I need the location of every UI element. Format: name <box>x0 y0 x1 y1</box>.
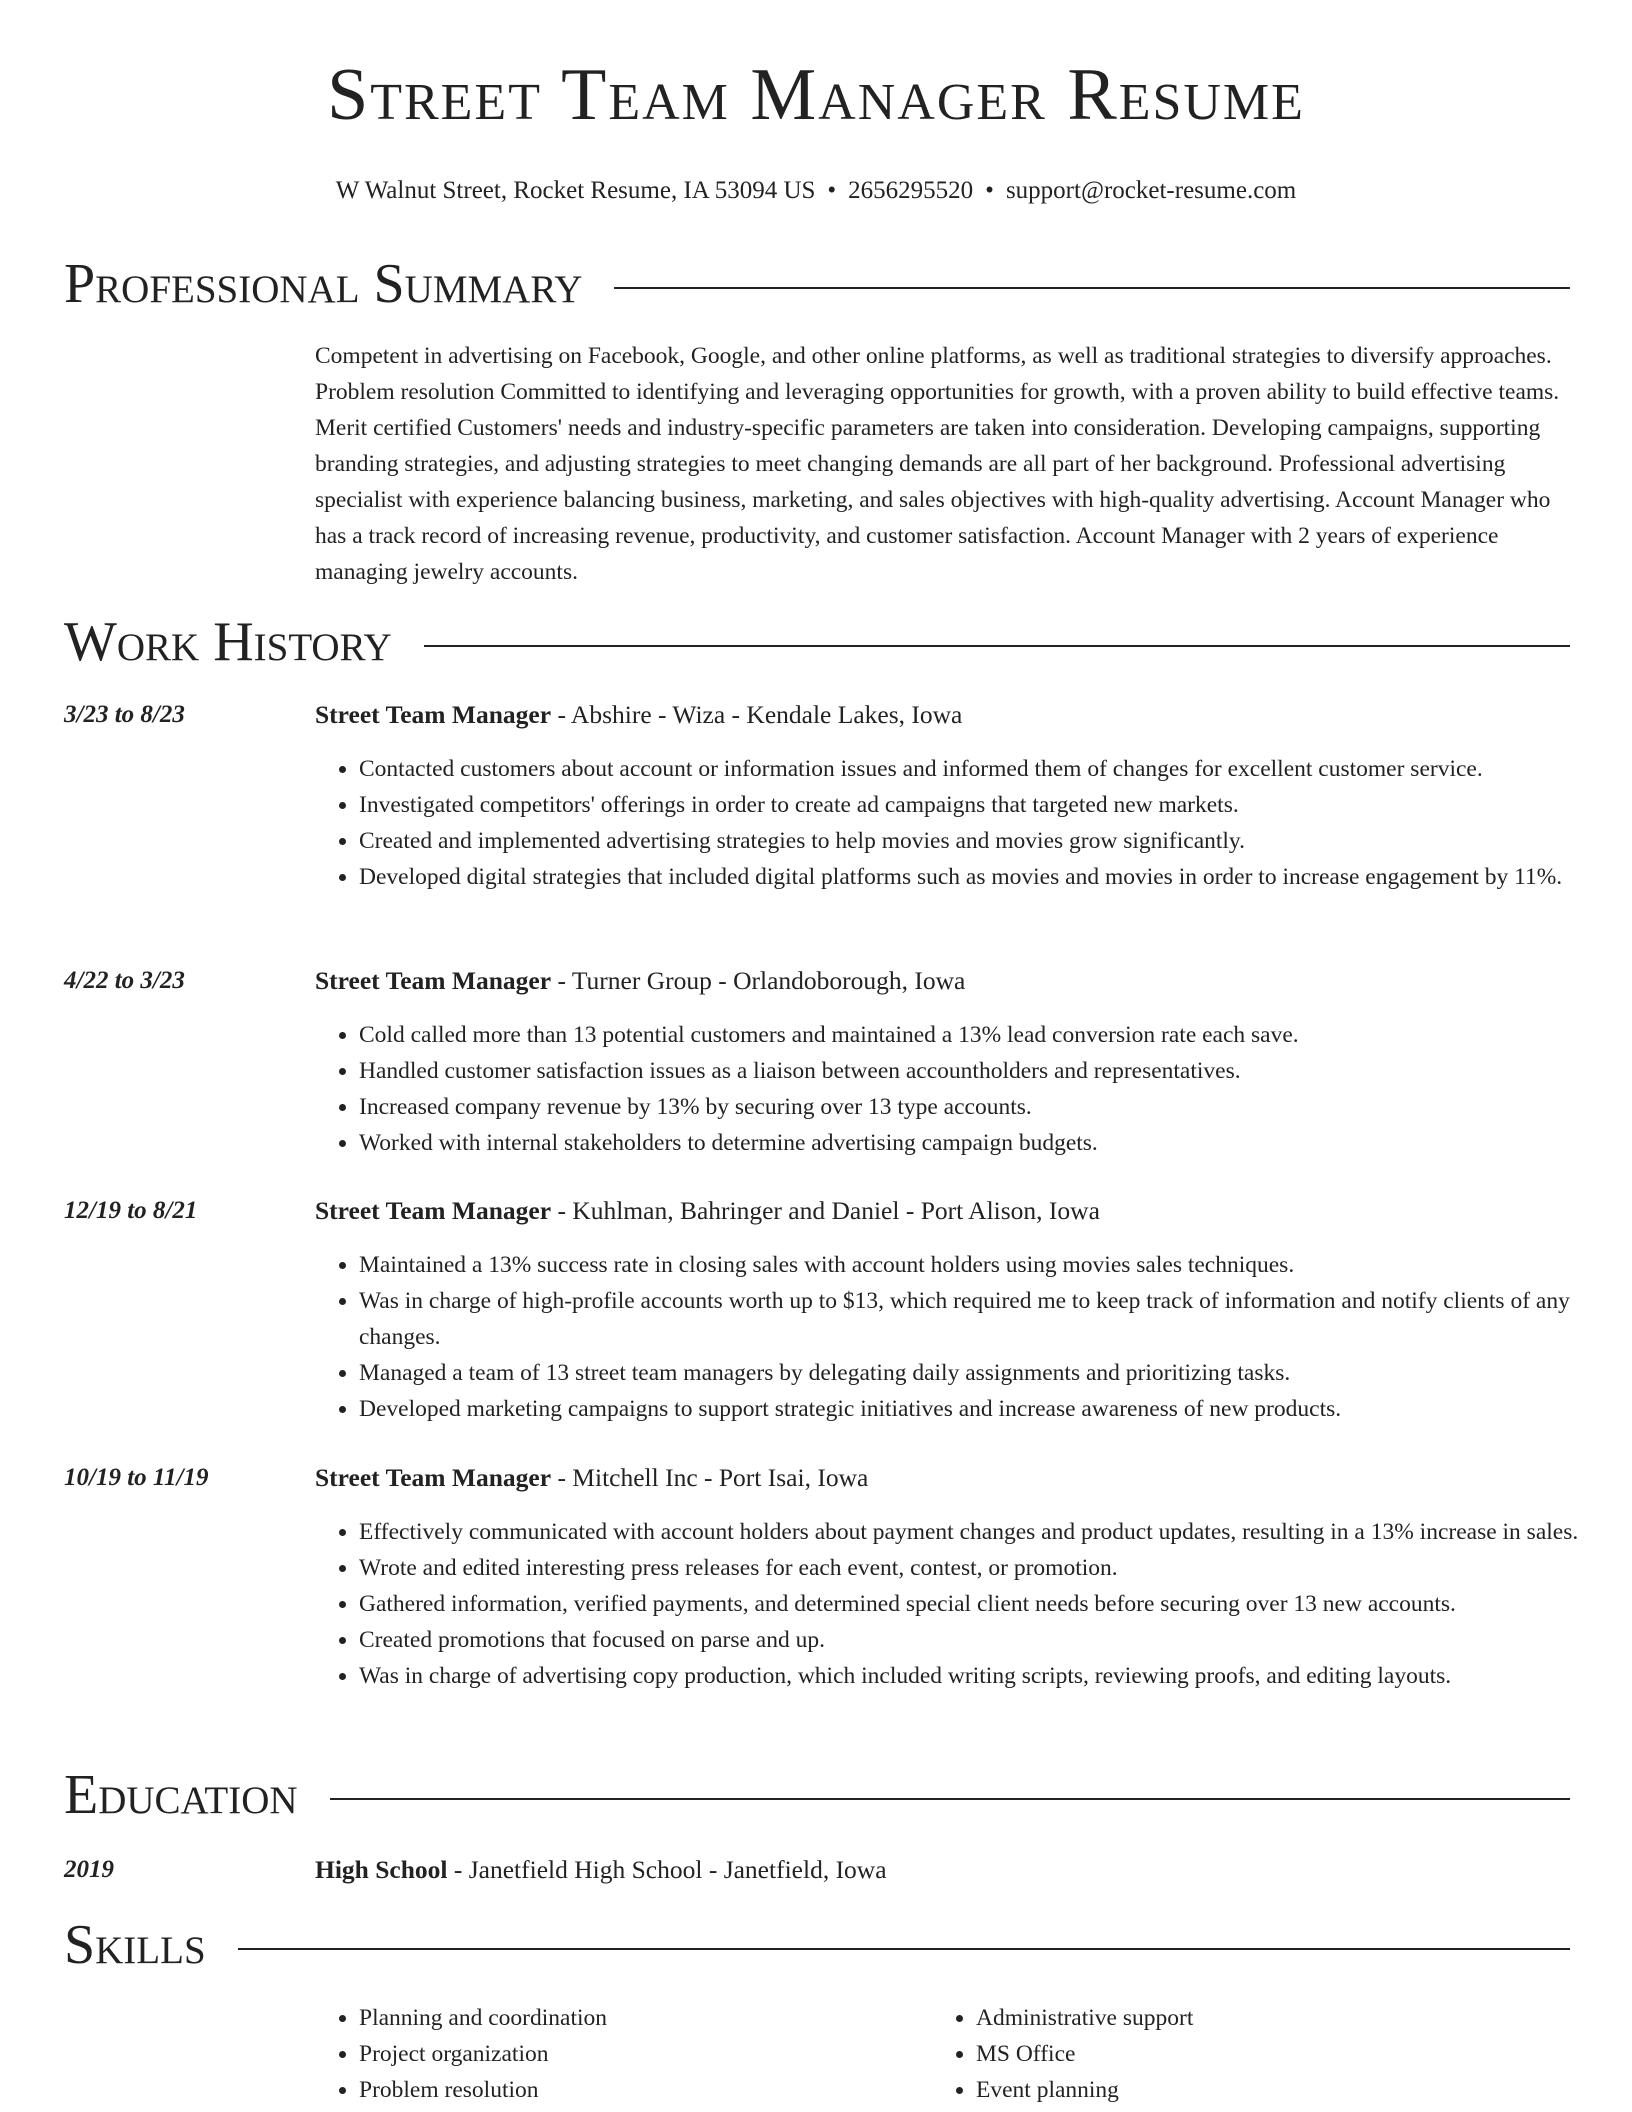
job-bullet: • Managed a team of 13 street team managers by delegating daily assignments and prioritizing tasks. <box>359 1355 1621 1391</box>
resume-title: Street Team Manager Resume <box>327 54 1305 136</box>
section-title-work: Work History <box>64 611 392 673</box>
job-bullet: • Effectively communicated with account holders about payment changes and product updates, resulting in a 13% increase in sales. <box>359 1514 1621 1550</box>
skill-item: • Event planning <box>976 2072 1536 2108</box>
skill-item: • Administrative support <box>976 2000 1536 2036</box>
education-details: - Janetfield High School - Janetfield, Iowa <box>447 1855 887 1884</box>
section-divider <box>614 287 1570 289</box>
contact-separator: • <box>827 177 837 204</box>
job-bullet: • Wrote and edited interesting press releases for each event, contest, or promotion. <box>359 1550 1621 1586</box>
education-degree: High School <box>315 1855 448 1884</box>
skill-item: • Planning and coordination <box>359 2000 919 2036</box>
section-title-skills: Skills <box>64 1914 206 1976</box>
job-bullets <box>315 751 1621 895</box>
section-header-summary <box>64 253 1570 315</box>
job-details: - Turner Group - Orlandoborough, Iowa <box>551 966 966 995</box>
job-heading <box>315 697 962 733</box>
job-details: - Mitchell Inc - Port Isai, Iowa <box>551 1463 869 1492</box>
job-heading <box>315 1193 1100 1229</box>
job-bullet: • Worked with internal stakeholders to determine advertising campaign budgets. <box>359 1125 1621 1161</box>
education-year: 2019 <box>64 1856 114 1883</box>
job-bullet: • Cold called more than 13 potential customers and maintained a 13% lead conversion rate each save. <box>359 1017 1621 1053</box>
contact-address: W Walnut Street, Rocket Resume, IA 53094 US <box>335 177 816 204</box>
job-bullet: • Investigated competitors' offerings in order to create ad campaigns that targeted new markets. <box>359 787 1621 823</box>
job-bullet: • Contacted customers about account or information issues and informed them of changes for excellent customer service. <box>359 751 1621 787</box>
job-title: Street Team Manager <box>315 700 552 729</box>
job-title: Street Team Manager <box>315 1463 552 1492</box>
job-bullets <box>315 1514 1621 1694</box>
job-dates: 3/23 to 8/23 <box>64 701 185 728</box>
job-bullets <box>315 1247 1621 1427</box>
job-dates: 4/22 to 3/23 <box>64 967 185 994</box>
contact-phone: 2656295520 <box>848 177 974 204</box>
job-title: Street Team Manager <box>315 966 552 995</box>
section-divider <box>424 645 1570 647</box>
section-title-education: Education <box>64 1764 298 1826</box>
job-details: - Abshire - Wiza - Kendale Lakes, Iowa <box>551 700 963 729</box>
skill-item: • Project organization <box>359 2036 919 2072</box>
section-header-work <box>64 611 1570 673</box>
job-bullet: • Maintained a 13% success rate in closing sales with account holders using movies sales techniques. <box>359 1247 1621 1283</box>
job-bullet: • Gathered information, verified payments, and determined special client needs before securing over 13 new accounts. <box>359 1586 1621 1622</box>
education-heading <box>315 1852 887 1888</box>
section-header-education <box>64 1764 1570 1826</box>
job-heading <box>315 963 965 999</box>
job-bullet: • Increased company revenue by 13% by securing over 13 type accounts. <box>359 1089 1621 1125</box>
skills-list-right <box>932 2000 1536 2108</box>
job-title: Street Team Manager <box>315 1196 552 1225</box>
contact-line <box>0 176 1632 206</box>
job-bullets <box>315 1017 1621 1161</box>
skill-item: • Problem resolution <box>359 2072 919 2108</box>
job-bullet: • Was in charge of advertising copy production, which included writing scripts, reviewing proofs, and editing layouts. <box>359 1658 1621 1694</box>
section-divider <box>330 1798 1570 1800</box>
job-dates: 12/19 to 8/21 <box>64 1197 198 1224</box>
section-divider <box>238 1948 1570 1950</box>
job-bullet: • Created and implemented advertising strategies to help movies and movies grow significantly. <box>359 823 1621 859</box>
job-bullet: • Developed marketing campaigns to support strategic initiatives and increase awareness of new products. <box>359 1391 1621 1427</box>
job-bullet: • Developed digital strategies that included digital platforms such as movies and movies in order to increase engagement by 11%. <box>359 859 1621 895</box>
job-dates: 10/19 to 11/19 <box>64 1464 209 1491</box>
job-bullet: • Created promotions that focused on parse and up. <box>359 1622 1621 1658</box>
summary-text: Competent in advertising on Facebook, Google, and other online platforms, as well as traditional strategies to diversify approaches. Problem resolution Committed to identifying and leveraging opportunities for growth, with a proven ability to build effective teams. Merit certified Customers' needs and industry-specific parameters are taken into consideration. Developing campaigns, supporting branding strategies, and adjusting strategies to meet changing demands are all part of her background. Professional advertising specialist with experience balancing business, marketing, and sales objectives with high-quality advertising. Account Manager who has a track record of increasing revenue, productivity, and customer satisfaction. Account Manager with 2 years of experience managing jewelry accounts. <box>315 343 1560 585</box>
contact-separator: • <box>985 177 994 204</box>
section-title-summary: Professional Summary <box>64 253 583 315</box>
contact-email: support@rocket-resume.com <box>1005 177 1297 204</box>
skills-list-left <box>315 2000 919 2108</box>
job-bullet: • Was in charge of high-profile accounts worth up to $13, which required me to keep track of information and notify clients of any changes. <box>359 1283 1621 1355</box>
job-heading <box>315 1460 868 1496</box>
skill-item: • MS Office <box>976 2036 1536 2072</box>
job-bullet: • Handled customer satisfaction issues as a liaison between accountholders and representatives. <box>359 1053 1621 1089</box>
job-details: - Kuhlman, Bahringer and Daniel - Port Alison, Iowa <box>551 1196 1100 1225</box>
section-header-skills <box>64 1914 1570 1976</box>
